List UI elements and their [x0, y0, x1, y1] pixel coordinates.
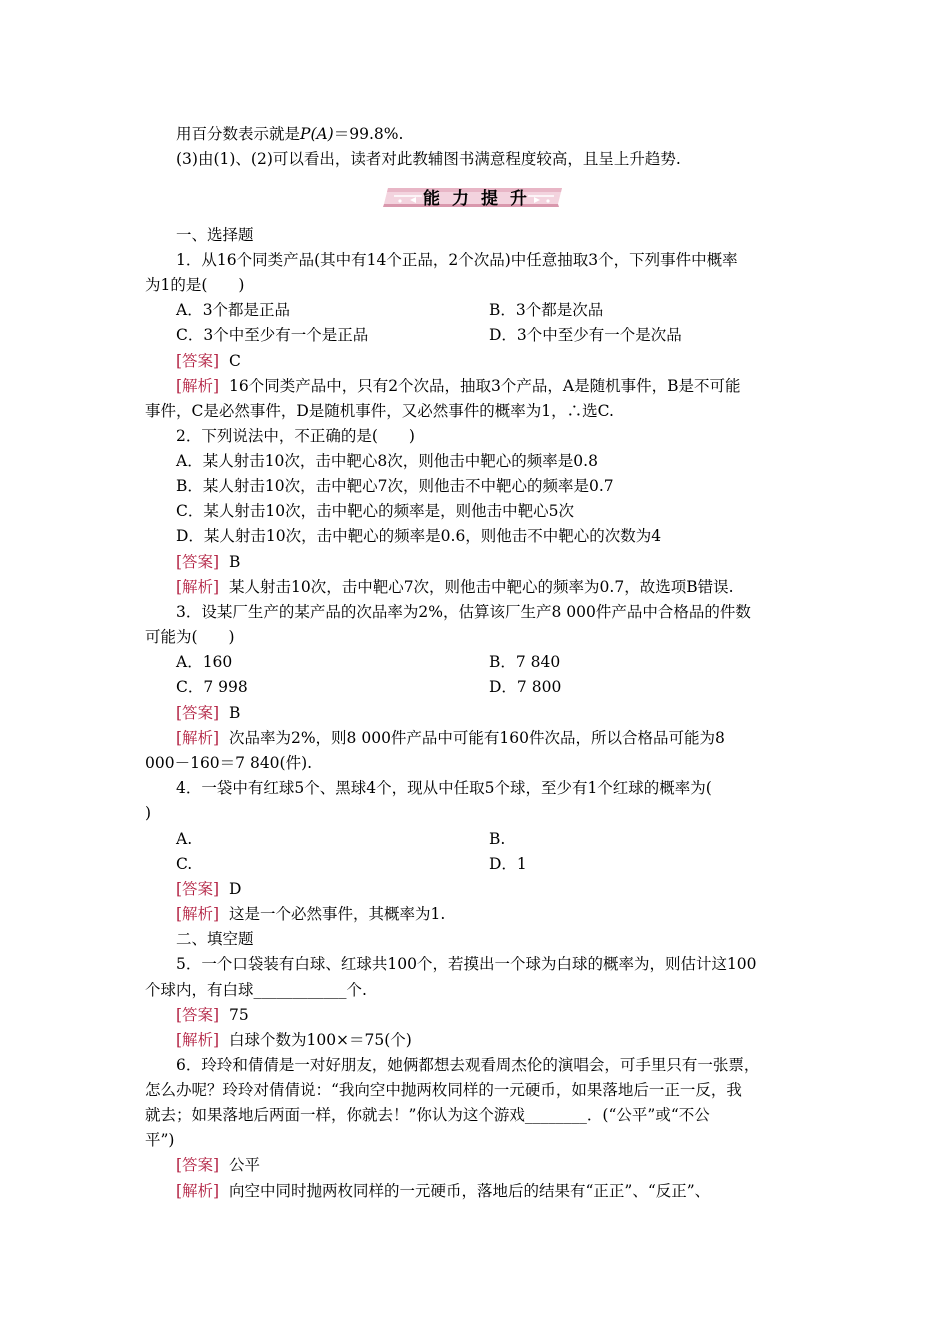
explanation-tag: [解析] [176, 1031, 220, 1049]
q2-answer [176, 552, 240, 572]
q2-option-d: D．某人射击10次，击中靶心的频率是0.6，则他击不中靶心的次数为4 [176, 527, 662, 545]
q3-answer [176, 703, 240, 723]
explanation-text: 白球个数为100×＝75(个) [228, 1031, 412, 1049]
q3-option-b: B．7 840 [489, 653, 561, 671]
q1-option-c: C．3个中至少有一个是正品 [176, 326, 369, 344]
q4-stem: 4．一袋中有红球5个、黑球4个，现从中任取5个球，至少有1个红球的概率为( [176, 779, 712, 797]
intro-line-1 [176, 124, 403, 144]
q4-option-a: A. [176, 830, 193, 848]
q3-option-a: A．160 [176, 653, 233, 671]
q3-stem: 3．设某厂生产的某产品的次品率为2%，估算该厂生产8 000件产品中合格品的件数 [176, 603, 751, 621]
q3-explanation [176, 728, 725, 748]
q2-option-a: A．某人射击10次，击中靶心8次，则他击中靶心的频率是0.8 [176, 452, 598, 470]
q2-option-c: C．某人射击10次，击中靶心的频率是，则他击中靶心5次 [176, 502, 574, 520]
section-heading-fill: 二、填空题 [176, 930, 254, 948]
q5-explanation [176, 1030, 412, 1050]
explanation-tag: [解析] [176, 578, 220, 596]
q4-option-c: C. [176, 855, 193, 873]
q1-explanation-cont: 事件，C是必然事件，D是随机事件，又必然事件的概率为1，∴选C. [145, 402, 614, 420]
banner-title: 能力提升 [423, 189, 539, 209]
q6-stem-cont-3: 平”) [145, 1131, 175, 1149]
answer-tag: [答案] [176, 1156, 220, 1174]
q1-option-b: B．3个都是次品 [489, 301, 604, 319]
q5-stem-cont: 个球内，有白球____________个. [145, 981, 367, 999]
answer-value: B [228, 704, 241, 722]
q1-option-a: A．3个都是正品 [176, 301, 291, 319]
explanation-text: 16个同类产品中，只有2个次品，抽取3个产品，A是随机事件，B是不可能 [228, 377, 741, 395]
q1-explanation [176, 376, 741, 396]
q4-option-d: D．1 [489, 855, 527, 873]
q2-stem: 2．下列说法中，不正确的是( ) [176, 427, 415, 445]
q2-option-b: B．某人射击10次，击中靶心7次，则他击不中靶心的频率是0.7 [176, 477, 614, 495]
intro-line-2: (3)由(1)、(2)可以看出，读者对此教辅图书满意程度较高，且呈上升趋势. [176, 150, 681, 168]
explanation-tag: [解析] [176, 905, 220, 923]
intro-value: ＝99.8%. [333, 125, 404, 143]
explanation-text: 某人射击10次，击中靶心7次，则他击中靶心的频率为0.7，故选项B错误. [228, 578, 734, 596]
explanation-text: 这是一个必然事件，其概率为1. [228, 905, 446, 923]
answer-tag: [答案] [176, 553, 220, 571]
answer-value: 公平 [228, 1156, 260, 1174]
q6-stem: 6．玲玲和倩倩是一对好朋友，她俩都想去观看周杰伦的演唱会，可手里只有一张票， [176, 1056, 760, 1074]
answer-value: 75 [228, 1006, 249, 1024]
answer-tag: [答案] [176, 880, 220, 898]
q6-explanation [176, 1181, 710, 1201]
intro-text: 用百分数表示就是 [176, 125, 301, 143]
answer-value: B [228, 553, 241, 571]
q1-answer [176, 351, 241, 371]
answer-tag: [答案] [176, 1006, 220, 1024]
section-heading-choice: 一、选择题 [176, 226, 254, 244]
explanation-tag: [解析] [176, 1182, 220, 1200]
q3-option-c: C．7 998 [176, 678, 248, 696]
q1-stem-cont: 为1的是( ) [145, 276, 245, 294]
q2-explanation [176, 577, 734, 597]
explanation-tag: [解析] [176, 377, 220, 395]
probability-variable: P(A) [300, 125, 334, 143]
q4-stem-cont: ) [145, 804, 152, 822]
q3-stem-cont: 可能为( ) [145, 628, 235, 646]
q5-answer [176, 1005, 249, 1025]
q5-stem: 5．一个口袋装有白球、红球共100个，若摸出一个球为白球的概率为，则估计这100 [176, 955, 757, 973]
q4-option-b: B. [489, 830, 506, 848]
q4-answer [176, 879, 241, 899]
q4-explanation [176, 904, 445, 924]
q3-explanation-cont: 000－160＝7 840(件). [145, 754, 313, 772]
q6-stem-cont-1: 怎么办呢？玲玲对倩倩说：“我向空中抛两枚同样的一元硬币，如果落地后一正一反，我 [145, 1081, 742, 1099]
explanation-text: 次品率为2%，则8 000件产品中可能有160件次品，所以合格品可能为8 [228, 729, 725, 747]
explanation-text: 向空中同时抛两枚同样的一元硬币，落地后的结果有“正正”、“反正”、 [228, 1182, 711, 1200]
answer-value: D [228, 880, 242, 898]
answer-tag: [答案] [176, 704, 220, 722]
q6-stem-cont-2: 就去；如果落地后两面一样，你就去！”你认为这个游戏________．(“公平”或“不公 [145, 1106, 710, 1124]
section-banner [382, 180, 568, 210]
explanation-tag: [解析] [176, 729, 220, 747]
q1-option-d: D．3个中至少有一个是次品 [489, 326, 682, 344]
q1-stem: 1．从16个同类产品(其中有14个正品，2个次品)中任意抽取3个，下列事件中概率 [176, 251, 738, 269]
answer-tag: [答案] [176, 352, 220, 370]
q6-answer [176, 1155, 260, 1175]
q3-option-d: D．7 800 [489, 678, 562, 696]
answer-value: C [228, 352, 241, 370]
